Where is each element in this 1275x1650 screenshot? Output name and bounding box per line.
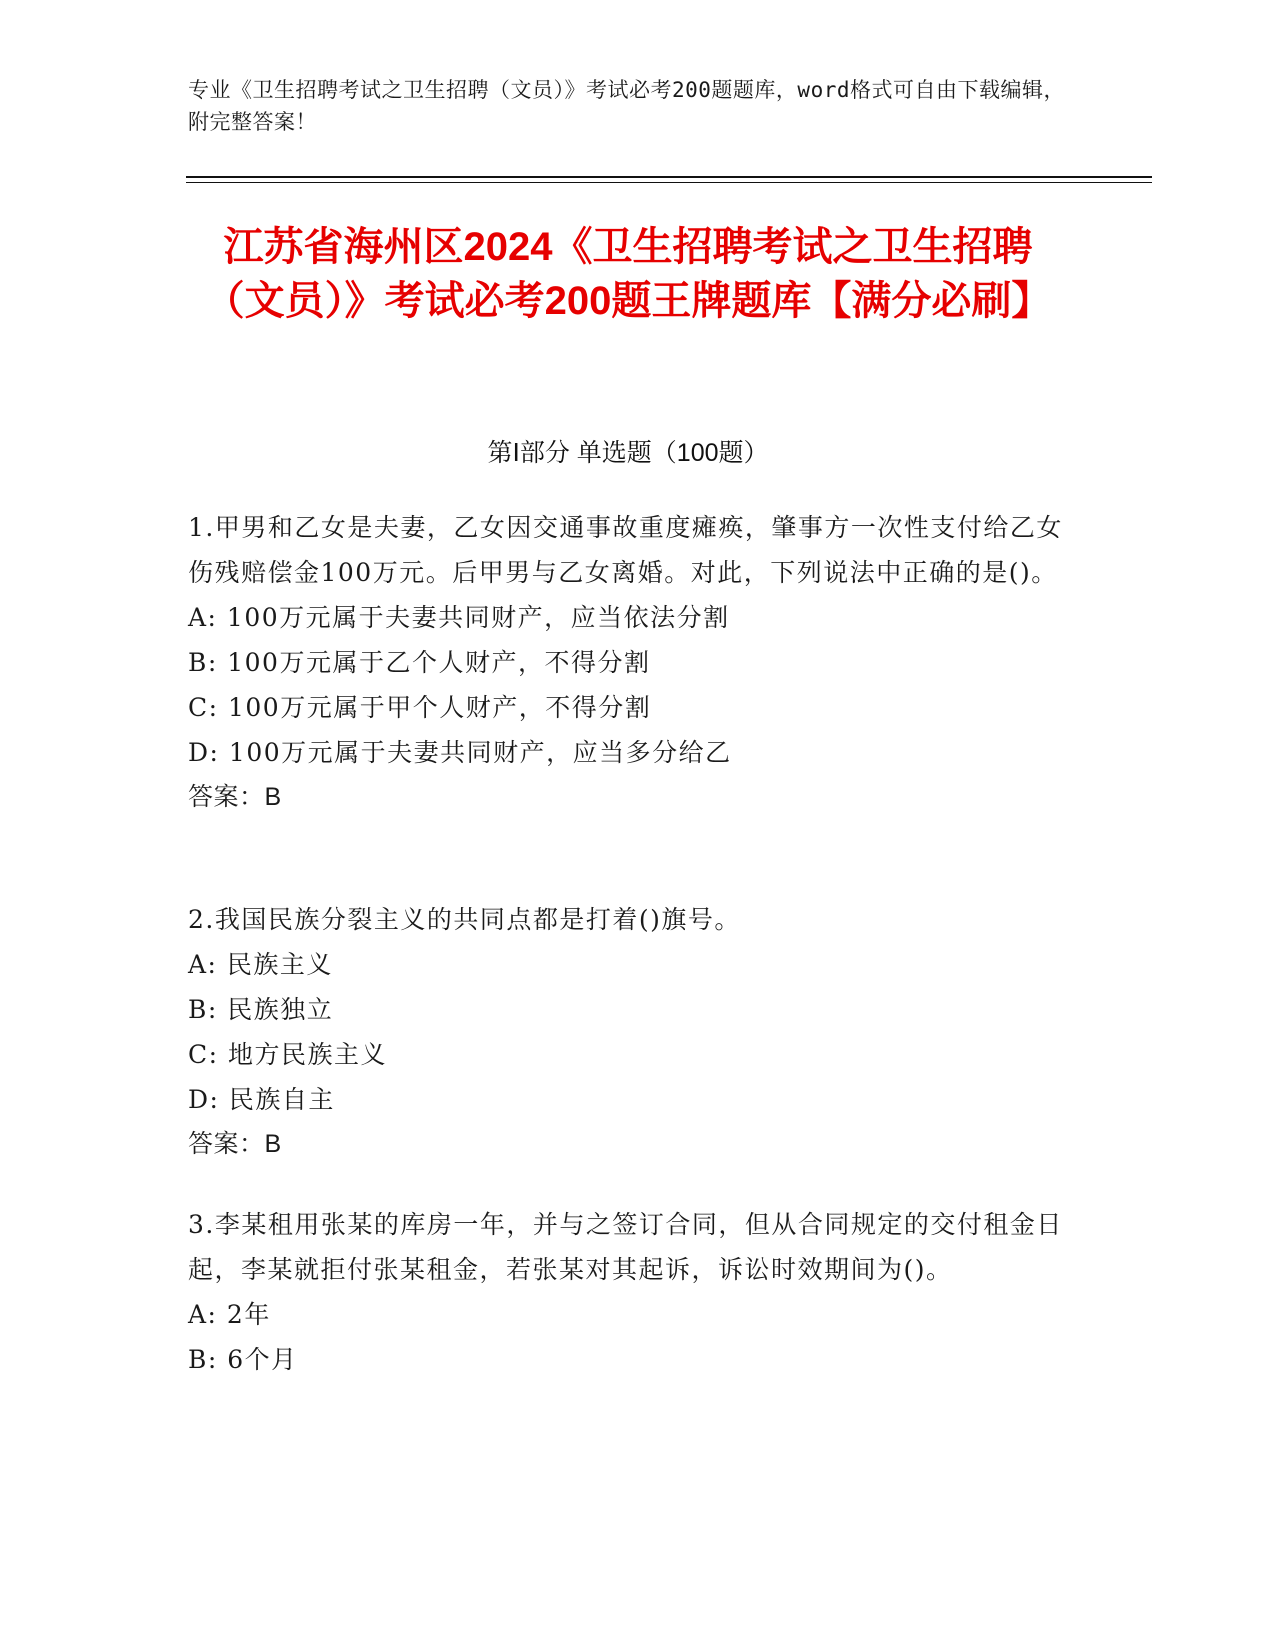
option-a: A: 2年 — [188, 1300, 271, 1329]
option-d: D: 民族自主 — [188, 1085, 335, 1114]
question-2 — [188, 897, 1068, 1167]
header-divider-thick — [186, 176, 1152, 178]
header-divider-thin — [186, 182, 1152, 183]
option-a: A: 100万元属于夫妻共同财产，应当依法分割 — [188, 603, 730, 632]
section-heading: 第Ⅰ部分 单选题（100题） — [487, 439, 769, 467]
answer: 答案：B — [188, 783, 282, 811]
question-3 — [188, 1202, 1068, 1382]
option-b: B: 6个月 — [188, 1345, 298, 1374]
option-a: A: 民族主义 — [188, 950, 333, 979]
question-stem: 3.李某租用张某的库房一年，并与之签订合同，但从合同规定的交付租金日起，李某就拒付张某租金，若张某对其起诉，诉讼时效期间为()。 — [188, 1210, 1063, 1284]
option-b: B: 100万元属于乙个人财产，不得分割 — [188, 648, 651, 677]
question-1 — [188, 505, 1068, 820]
question-stem: 1.甲男和乙女是夫妻，乙女因交通事故重度瘫痪，肇事方一次性支付给乙女伤残赔偿金100万元。后甲男与乙女离婚。对此，下列说法中正确的是()。 — [188, 513, 1063, 587]
question-stem: 2.我国民族分裂主义的共同点都是打着()旗号。 — [188, 905, 741, 934]
option-b: B: 民族独立 — [188, 995, 334, 1024]
document-title: 江苏省海州区2024《卫生招聘考试之卫生招聘（文员）》考试必考200题王牌题库【满分必刷】 — [204, 225, 1052, 323]
option-c: C: 100万元属于甲个人财产，不得分割 — [188, 693, 652, 722]
header-note: 专业《卫生招聘考试之卫生招聘（文员）》考试必考200题题库，word格式可自由下载编辑，附完整答案！ — [188, 78, 1065, 134]
option-c: C: 地方民族主义 — [188, 1040, 387, 1069]
answer: 答案：B — [188, 1130, 282, 1158]
option-d: D: 100万元属于夫妻共同财产，应当多分给乙 — [188, 738, 732, 767]
